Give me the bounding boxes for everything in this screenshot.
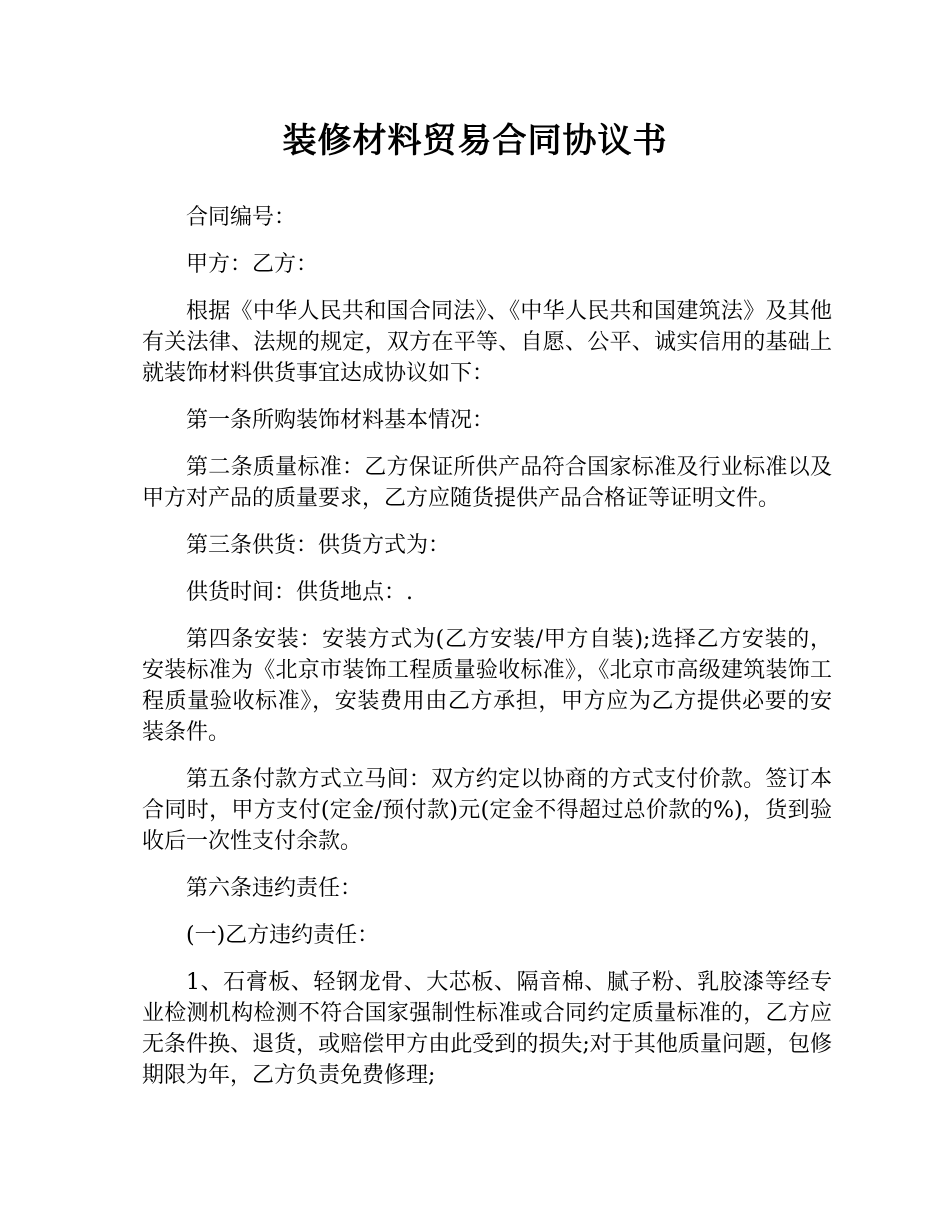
parties-line: 甲方：乙方： — [186, 252, 319, 277]
party-b-liability-heading: (一)乙方违约责任： — [186, 923, 380, 948]
article-3-paragraph: 第三条供货：供货方式为： — [186, 533, 451, 558]
contract-number-line: 合同编号： — [186, 205, 297, 230]
article-5-paragraph: 第五条付款方式立马间：双方约定以协商的方式支付价款。签订本合同时，甲方支付(定金/预付款)元(定金不得超过总价款的%)，货到验收后一次性支付余款。 — [142, 767, 832, 854]
liability-item-1-paragraph: 1、石膏板、轻钢龙骨、大芯板、隔音棉、腻子粉、乳胶漆等经专业检测机构检测不符合国家强制性标准或合同约定质量标准的，乙方应无条件换、退货，或赔偿甲方由此受到的损失;对于其他质量问题，包修期限为年，乙方负责免费修理; — [142, 970, 832, 1088]
article-2-paragraph: 第二条质量标准：乙方保证所供产品符合国家标准及行业标准以及甲方对产品的质量要求，乙方应随货提供产品合格证等证明文件。 — [142, 455, 832, 511]
article-6-paragraph: 第六条违约责任： — [186, 876, 363, 901]
preamble-paragraph: 根据《中华人民共和国合同法》、《中华人民共和国建筑法》及其他有关法律、法规的规定，双方在平等、自愿、公平、诚实信用的基础上就装饰材料供货事宜达成协议如下： — [142, 299, 832, 386]
article-1-paragraph: 第一条所购装饰材料基本情况： — [186, 408, 495, 433]
supply-time-location-paragraph: 供货时间：供货地点：. — [186, 580, 413, 605]
article-4-paragraph: 第四条安装：安装方式为(乙方安装/甲方自装);选择乙方安装的，安装标准为《北京市装饰工程质量验收标准》，《北京市高级建筑装饰工程质量验收标准》，安装费用由乙方承担，甲方应为乙方提供必要的安装条件。 — [142, 627, 832, 745]
document-title: 装修材料贸易合同协议书 — [282, 121, 668, 161]
document-body — [142, 202, 832, 1107]
